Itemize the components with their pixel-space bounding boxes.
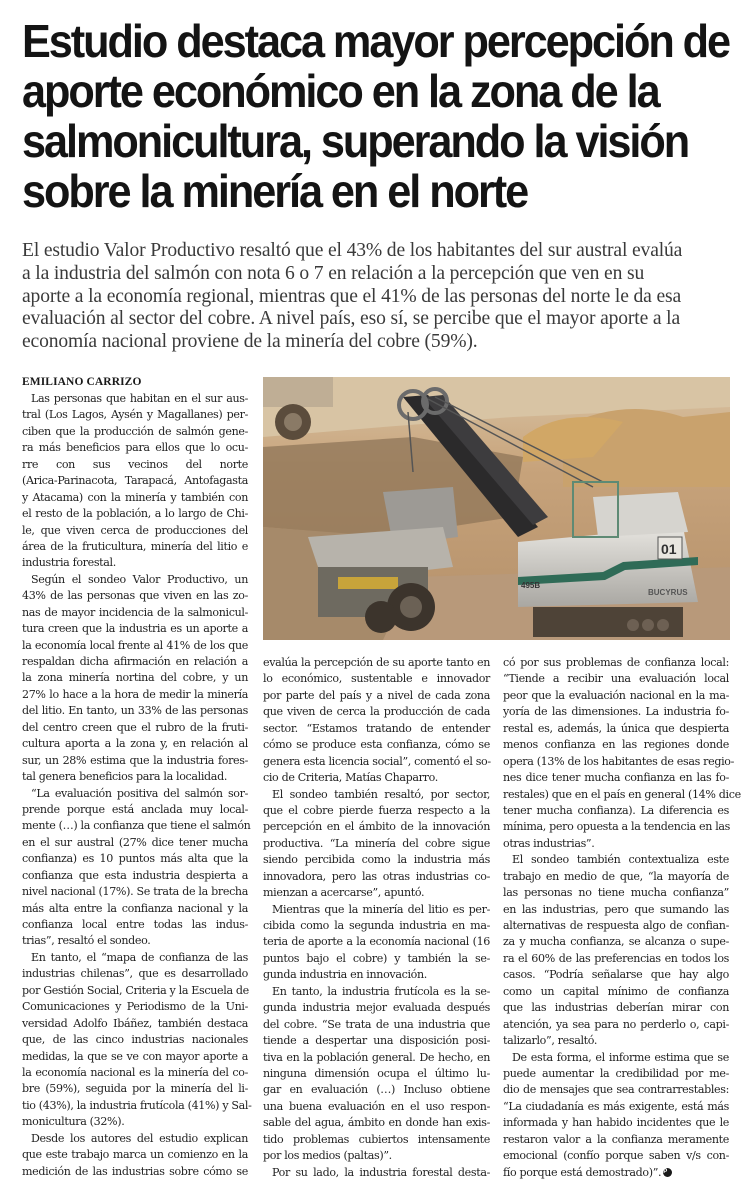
body-text-line: trabajo en medio de que, “la mayoría de: [503, 869, 729, 883]
body-text-line: bre (59%), seguida por la minería del li-: [22, 1082, 248, 1096]
body-text-line: gunda industria en innovación.: [263, 968, 427, 982]
byline: EMILIANO CARRIZO: [22, 376, 142, 388]
body-text-line: siendo percibida como la industria más: [263, 853, 490, 867]
photo-illustration: [263, 377, 730, 640]
body-text-line: del cobre. “Se trata de una industria que: [263, 1017, 490, 1031]
body-text-line: Comunicaciones y Periodismo de la Uni-: [22, 1000, 248, 1014]
body-text-line: respaldan dicha afirmación en relación a: [22, 655, 248, 668]
body-text-line: tido problemas cubiertos intensamente: [263, 1132, 490, 1146]
headline-line: Estudio destaca mayor percepción de: [22, 15, 730, 67]
body-text-line: restal es, además, la única que despierta: [503, 721, 729, 735]
body-text-line: yoría de las dimensiones. La industria fo-: [503, 705, 729, 719]
body-text-line: casos. “Podría señalarse que hay algo: [503, 968, 729, 982]
body-text-line: por los medios (paltas)”.: [263, 1149, 392, 1163]
body-text-line: industrias chilenas”, que es desarrollado: [22, 967, 248, 981]
body-text-line: En tanto, la industria frutícola es la se-: [272, 984, 490, 998]
shovel-model: 495B: [521, 581, 541, 590]
body-text-line: 27% lo hace a la hora de medir la minería: [22, 687, 248, 701]
shovel-number: 01: [661, 541, 677, 557]
body-text-line: dio de mensajes que sea contrarrestables:: [503, 1083, 729, 1097]
body-text-line: percepción en el ámbito de la innovación: [263, 820, 490, 834]
body-text-line: Según el sondeo Valor Productivo, un: [31, 572, 248, 586]
body-text-line: una buena evaluación en el uso respon-: [263, 1099, 490, 1113]
body-text-line: cio de Criteria, Matías Chaparro.: [263, 771, 438, 785]
lead-line: economía nacional proviene de la minería del cobre (59%).: [22, 331, 478, 353]
body-text-line: De esta forma, el informe estima que se: [512, 1050, 729, 1064]
body-text-line: medidas, la que se ve con mayor aporte a: [22, 1049, 248, 1063]
body-text-line: y Atacama) con la minería y también con: [22, 490, 248, 504]
body-text-line: confianza que esta industria despierta a: [22, 868, 248, 882]
lead-line: evaluación al sector del cobre. A nivel país, eso sí, se percibe que el mayor aporte a la: [22, 308, 681, 330]
body-text-line: que viven de cerca la producción de cada: [263, 705, 490, 719]
body-text-line: (Arica-Parinacota, Tarapacá, Antofagasta: [22, 474, 248, 488]
body-text-line: El sondeo también resaltó, por sector,: [272, 787, 490, 801]
body-text-line: sable del agua, ámbito en donde han exis-: [263, 1116, 490, 1130]
body-text-line: lo económico, sustentable e innovador: [263, 672, 490, 686]
body-text-line: atención, ya sea para no perderlo o, capi-: [503, 1017, 729, 1031]
body-text-line: versidad Adolfo Ibáñez, también destaca: [22, 1016, 248, 1030]
body-text-line: tio (43%), la industria frutícola (41%) y Sal-: [22, 1098, 252, 1112]
body-text-line: medición de las industrias sobre cómo se: [22, 1164, 248, 1178]
body-text-line: la economía local frente al 41% de los que: [22, 638, 248, 652]
body-text-line: como un capital mínimo de confianza: [503, 984, 729, 998]
body-text-line: “La evaluación positiva del salmón sor-: [31, 786, 248, 800]
body-text-line: Desde los autores del estudio explican: [31, 1131, 248, 1145]
article-column-3: [503, 655, 741, 1181]
body-text-line: restales) que en el país en general (14% dice: [503, 787, 741, 801]
body-text-line: mente (…) la confianza que tiene el salmón: [22, 819, 251, 833]
body-text-line: genera esta licencia social”, comentó el so-: [263, 754, 491, 768]
body-text-line: que las industrias deberían mirar con: [503, 1001, 729, 1015]
body-text-line: tiende a despertar una disposición posi-: [263, 1034, 490, 1048]
body-text-line: nas de mayor incidencia de la salmonicul-: [22, 605, 248, 619]
body-text-line: emocional (confío porque saben v/s con-: [503, 1149, 729, 1163]
body-text-line: sur, un 28% estima que la industria fores-: [22, 753, 248, 767]
body-text-line: En tanto, el “mapa de confianza de las: [31, 950, 248, 964]
body-text-line: del litio. En tanto, un 33% de las personas: [22, 704, 248, 718]
article-end-mark-icon: P: [663, 1168, 672, 1177]
body-text-line: cómo se produce esta confianza, cómo se: [263, 738, 490, 752]
body-text-line: Mientras que la minería del litio es per-: [272, 902, 490, 916]
body-text-line: tener mucha confianza). La diferencia es: [503, 803, 729, 817]
article-column-1: [22, 391, 252, 1180]
body-text-line: “La ciudadanía es más exigente, está más: [503, 1099, 729, 1113]
headline: [22, 16, 738, 216]
body-text-line: monicultura (32%).: [22, 1115, 125, 1129]
body-text-line: confianza local entre todas las indus-: [22, 918, 248, 931]
body-text-line: evalúa la percepción de su aporte tanto en: [263, 656, 490, 669]
body-text-line: za y mucha confianza, se alcanza o supe-: [503, 935, 729, 949]
body-text-line: menos confianza en las regiones donde: [503, 738, 729, 752]
body-text-line: nes dice tener mucha confianza en las fo-: [503, 771, 729, 785]
headline-line: aporte económico en la zona de la: [22, 65, 659, 117]
body-text-line: que este trabajo marca un comienzo en la: [22, 1148, 248, 1162]
body-text-line: restaron valor a la confianza meramente: [503, 1132, 729, 1146]
lead-line: aporte a la economía regional, mientras que el 41% de las personas del norte le da esa: [22, 285, 682, 307]
body-text-line: có por sus problemas de confianza local:: [503, 656, 729, 669]
body-text-line: puede aumentar la credibilidad por me-: [503, 1066, 729, 1080]
body-text-line: alternativas de respuesta algo de confian-: [503, 919, 729, 932]
body-text-line: por parte del país y a nivel de cada zona: [263, 688, 490, 702]
body-text-line: gar en evaluación (…) Incluso obtiene: [263, 1083, 490, 1097]
body-text-line: prende porque está anclada muy local-: [22, 802, 248, 816]
body-text-line: tura creen que la industria es un aporte a: [22, 622, 248, 636]
lead-line: a la industria del salmón con nota 6 o 7 en relación a la percepción que ven en su: [22, 262, 645, 284]
article-column-2: [263, 655, 490, 1181]
body-text-line: industria forestal.: [22, 556, 116, 570]
body-text-line: en el sur austral (27% dice tener mucha: [22, 835, 248, 849]
headline-line: salmonicultura, superando la visión: [22, 115, 689, 167]
body-text-line: sector. “Estamos tratando de entender: [263, 721, 490, 735]
body-text-line: gunda industria mejor evaluada después: [263, 1001, 490, 1015]
body-text-line: cultura aporta a la zona y, en relación al: [22, 737, 248, 751]
body-text-line: productiva. “La minería del cobre sigue: [263, 836, 490, 850]
body-text-line: ra más beneficios para ellos que lo ocu-: [22, 441, 248, 455]
body-text-line: la economía nacional es la minería del co-: [22, 1065, 248, 1079]
body-text-line: por Gestión Social, Criteria y la Escuela de: [22, 983, 249, 997]
body-text-line: “Tiende a recibir una evaluación local: [503, 672, 729, 686]
lead-line: El estudio Valor Productivo resaltó que el 43% de los habitantes del sur austral evalúa: [22, 240, 683, 261]
lead-paragraph: [22, 240, 727, 354]
body-text-line: el resto de la población, a lo largo de Chi-: [22, 507, 248, 521]
body-text-line: trias”, resaltó el sondeo.: [22, 934, 151, 948]
body-text-line: mienzan a acercarse”, apuntó.: [263, 886, 425, 900]
body-text-line: la zona minería nortina del cobre, y un: [22, 671, 248, 685]
body-text-line: más alta entre la confianza nacional y la: [22, 901, 248, 915]
mining-shovel-photo: [263, 377, 730, 640]
body-text-line: en las industrias, pero que sumando las: [503, 902, 729, 916]
body-text-line: 43% de las personas que viven en las zo-: [22, 589, 248, 603]
body-text-line: tral (Los Lagos, Aysén y Magallanes) per-: [22, 408, 248, 422]
body-text-line: mínima, pero opuesta a la tendencia en las: [503, 820, 731, 834]
body-text-line: le, que viven cerca de producciones del: [22, 523, 248, 537]
body-text-line: que, de las cinco industrias nacionales: [22, 1033, 248, 1047]
body-text-line: Las personas que habitan en el sur aus-: [31, 392, 248, 405]
body-text-line: las personas no tiene mucha confianza”: [503, 886, 729, 900]
body-text-line: Por su lado, la industria forestal desta-: [272, 1165, 490, 1179]
body-text-line: ninguna dimensión ocupa el último lu-: [263, 1066, 490, 1080]
body-text-line: innovadora, pero las otras industrias co-: [263, 869, 490, 883]
body-text-line: fío porque está demostrado)”. P: [503, 1165, 729, 1181]
body-text-line: del centro creen que el rubro de la fruti-: [22, 720, 248, 734]
body-text-line: ra el 60% de las preferencias en todos los: [503, 951, 729, 965]
body-text-line: informada y han habido incidentes que le: [503, 1116, 729, 1130]
body-text-line: área de la fruticultura, minería del litio e: [22, 539, 248, 553]
body-text-line: tiva en la población general. De hecho, en: [263, 1050, 490, 1064]
body-text-line: que el cobre pierde fuerza respecto a la: [263, 803, 490, 817]
body-text-line: El sondeo también contextualiza este: [512, 853, 729, 867]
headline-line: sobre la minería en el norte: [22, 165, 528, 217]
body-text-line: otras industrias”.: [503, 836, 595, 850]
body-text-line: talizarlo”, resaltó.: [503, 1034, 598, 1048]
body-text-line: cibida como la segunda industria en ma-: [263, 919, 490, 932]
body-text-line: nivel nacional (17%). Se trata de la brecha: [22, 885, 248, 899]
body-text-line: peor que la evaluación nacional en la ma-: [503, 688, 729, 702]
body-text-line: tal genera beneficios para la localidad.: [22, 770, 227, 784]
body-text-line: ciben que la producción de salmón gene-: [22, 424, 248, 438]
shovel-brand: BUCYRUS: [648, 588, 688, 597]
body-text-line: opera (13% de los habitantes de esas regio-: [503, 754, 734, 768]
body-text-line: teria de aporte a la economía nacional (16: [263, 935, 490, 949]
body-text-line: confianza) es 10 puntos más alta que la: [22, 852, 248, 866]
body-text-line: rre con sus vecinos del norte: [22, 457, 248, 471]
body-text-line: puntos bajo el cobre) y también la se-: [263, 951, 490, 965]
